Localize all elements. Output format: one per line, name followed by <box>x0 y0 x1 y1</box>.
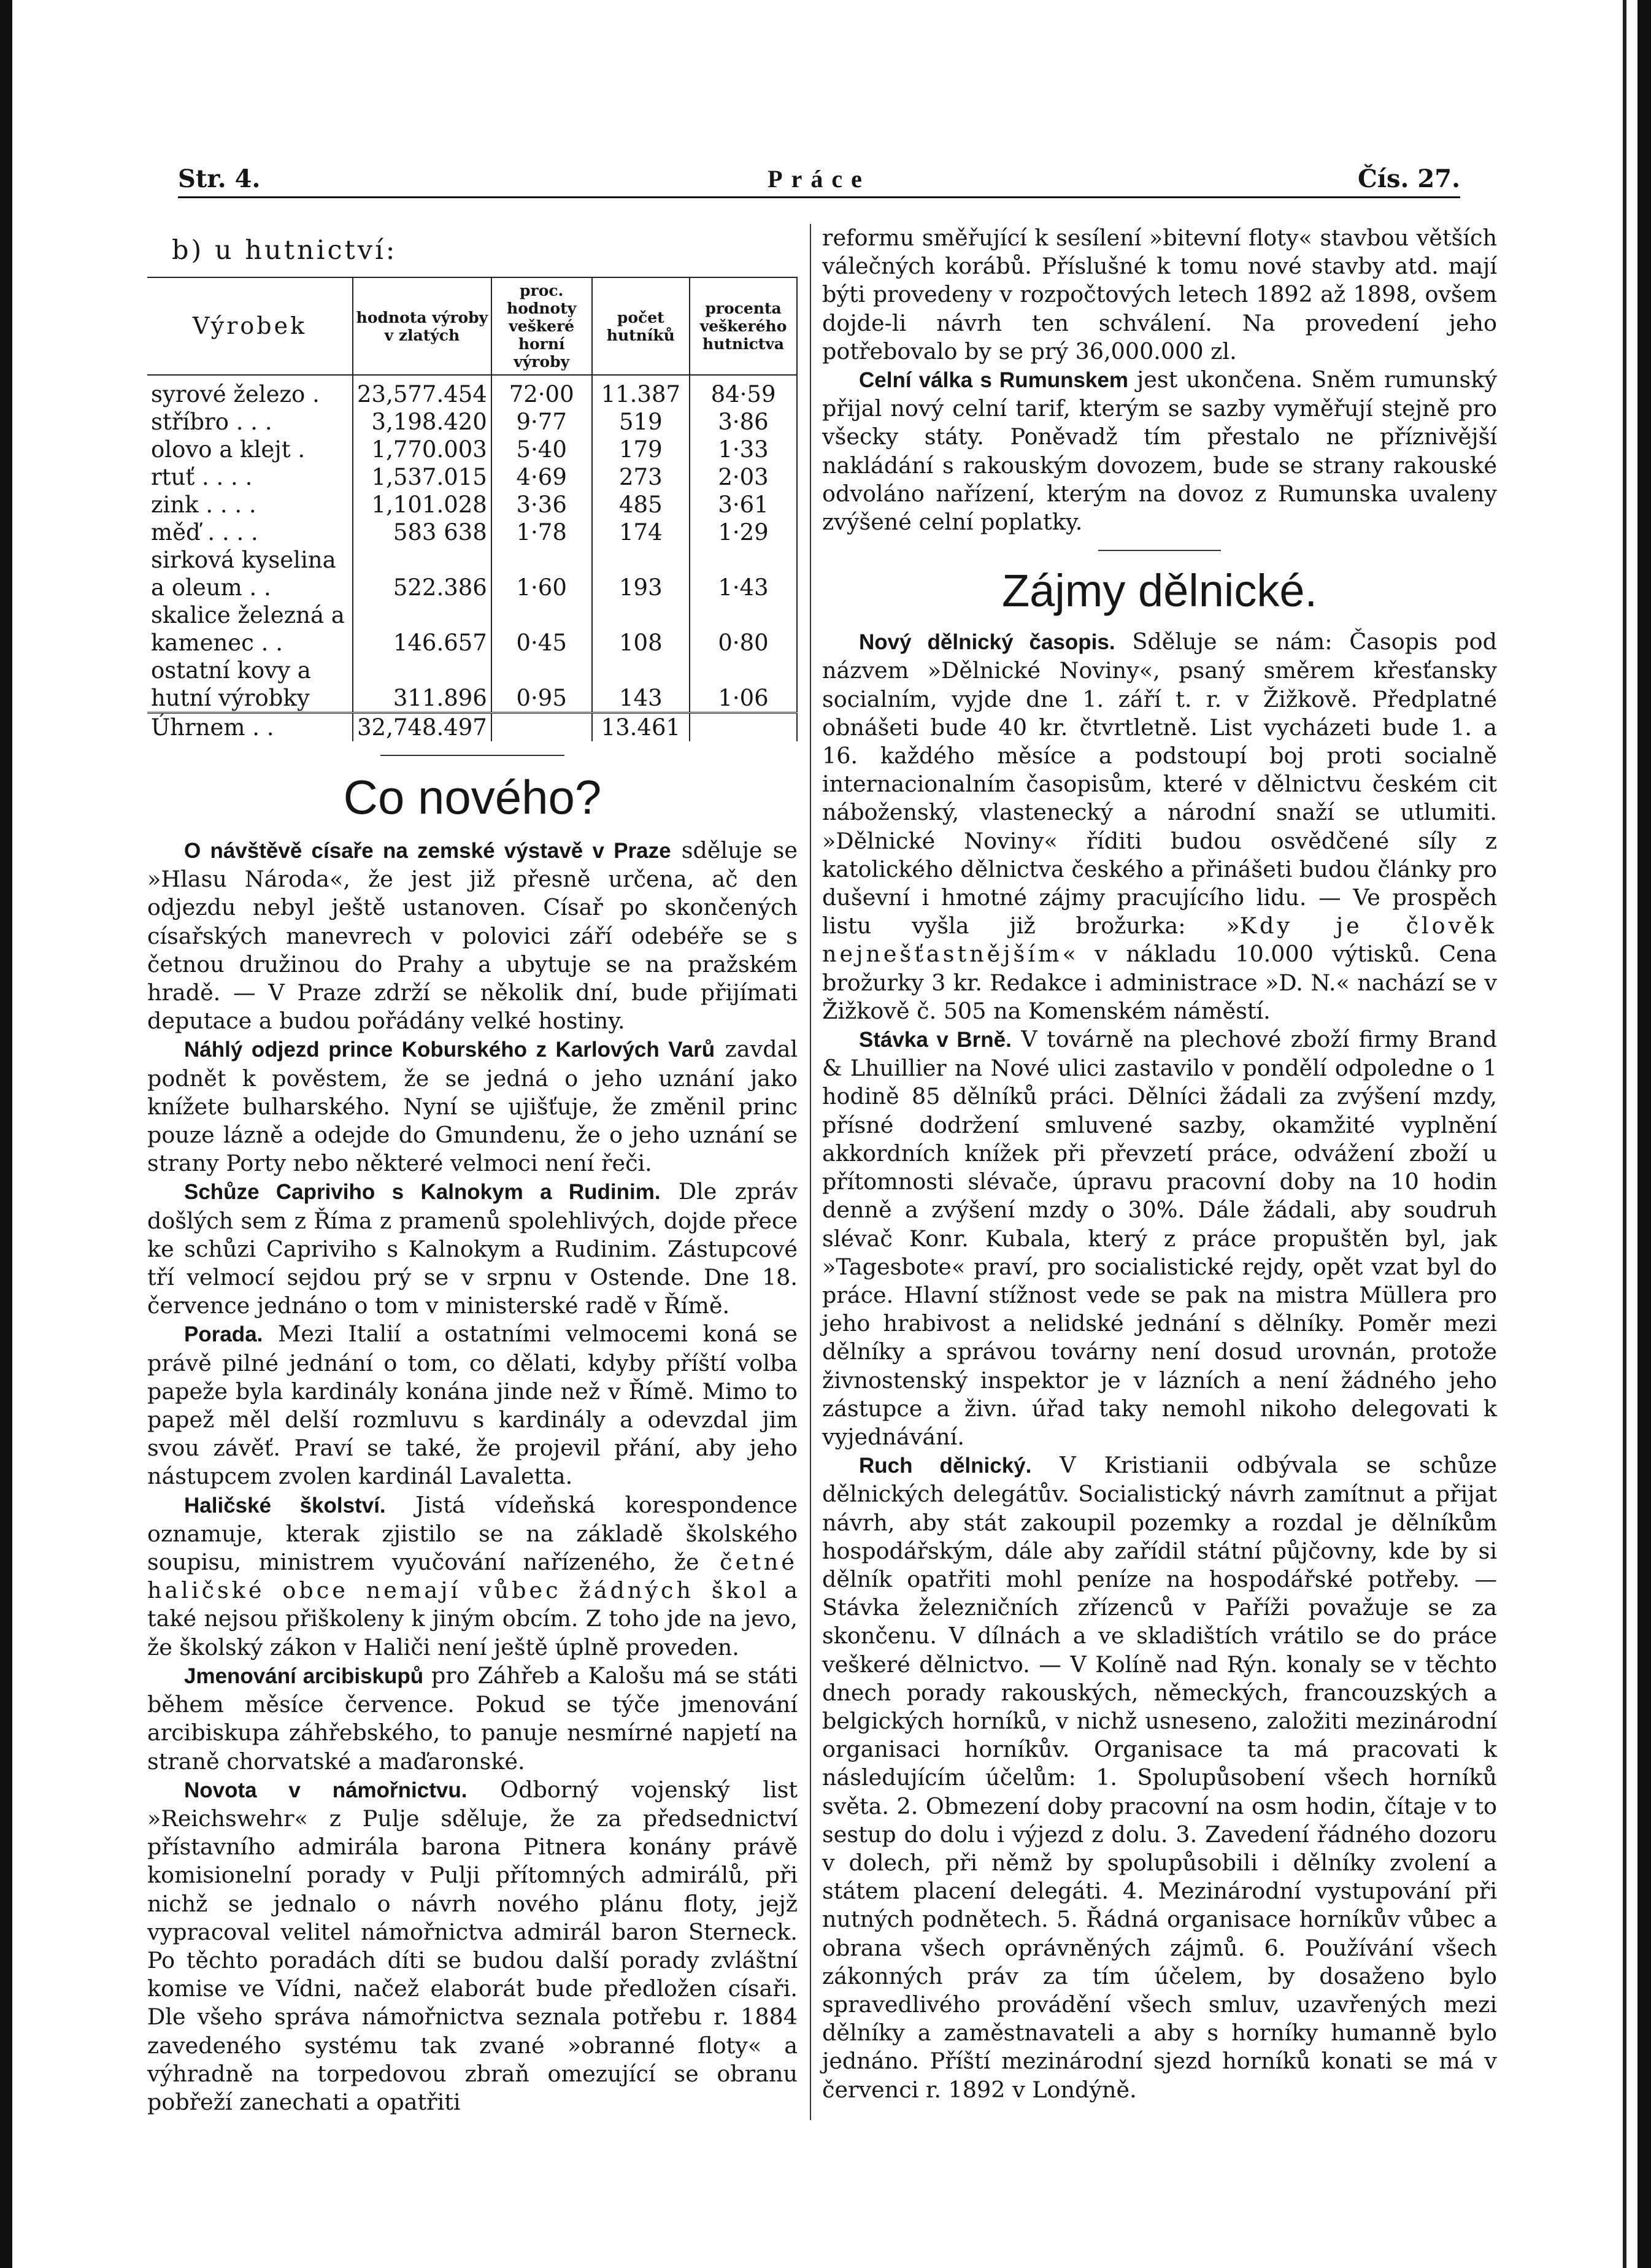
news-articles <box>147 836 798 2116</box>
table-row <box>147 463 797 491</box>
article-text: Dle zpráv došlých sem z Říma z pramenů spolehlivých, dojde přece ke schůzi Capriviho s Kalnokym a Rudinim. Zástupcové tří velmocí sejdou prý se v srpnu v Ostende. Dne 18. července jednáno o tom v ministerské radě v Římě. <box>147 1178 798 1319</box>
table-cell: 1·29 <box>690 519 797 546</box>
article-text: Sděluje se nám: Časopis pod názvem »Dělnické Noviny«, psaný směrem křesťansky socialním, vyjde dne 1. září t. r. v Žižkově. Předplatné obnášeti bude 40 kr. čtvrtletně. List vycházeti bude 1. a 16. každého měsíce a podstoupí boj proti socialně internacionalním časopisům, které v dělnictvu českém cit náboženský, vlastenecký a národní snaží se utlumiti. »Dělnické Noviny« říditi budou osvědčené síly z katolického dělnictva českého a přinášeti budou články pro duševní i hmotné zájmy pracujícího lidu. — Ve prospěch listu vyšla již brožurka: » <box>822 628 1497 939</box>
section-heading-labour: Zájmy dělnické. <box>1001 565 1318 617</box>
table-cell: 1·06 <box>690 684 797 713</box>
table-row <box>147 574 797 601</box>
table-cell: 32,748.497 <box>353 713 491 742</box>
row-label: Úhrnem . . <box>147 713 353 742</box>
article-text: « v nákladu 10.000 výtisků. Cena brožurky 3 kr. Redakce i administrace »D. N.« nachází se v Žižkově č. 505 na Komenském náměstí. <box>822 941 1497 1024</box>
table-cell: 11.387 <box>592 375 690 408</box>
article-lead: O návštěvě císaře na zemské výstavě v Praze <box>184 839 671 863</box>
section-title: b) u hutnictví: <box>172 235 398 266</box>
table-cell: 273 <box>592 463 690 491</box>
table-cell-empty <box>353 601 491 629</box>
article-text: Jistá vídeňská korespondence oznamuje, kterak zjistilo se na základě školského soupisu, ministrem vyučování nařízeného, že <box>147 1491 798 1576</box>
table-cell: 143 <box>592 684 690 713</box>
article-text: sděluje se »Hlasu Národa«, že jest již přesně určena, ač den odjezdu nebyl ještě ustanoven. Císař po skončených císařských manevrech v polovici září odebéře se s četnou družinou do Prahy a ubytuje se na pražském hradě. — V Praze zdrží se několik dní, bude přijímati deputace a budou pořádány velké hostiny. <box>147 837 798 1035</box>
article <box>147 1491 798 1662</box>
article-lead: Celní válka s Rumunskem <box>859 368 1128 393</box>
issue-number: Čís. 27. <box>1358 164 1460 193</box>
article-text: Odborný vojenský list »Reichswehr« z Pulje sděluje, že za předsednictví přístavního admirála barona Pitnera konány právě komisionelní porady v Pulji přítomných admirálů, při nichž se jednalo o návrh nového plánu floty, jejž vypracoval velitel námořnictva admirál baron Sterneck. Po těchto poradách díti se budou další porady zvláštní komise ve Vídni, načež elaborát bude předložen císaři. Dle všeho správa námořnictva seznala potřebu r. 1884 zavedeného systému tak zvané »obranné floty« a výhradně na torpedovou zbraň omezující se obranu pobřeží zanechati a opatřiti <box>147 1776 798 2115</box>
row-label: rtuť . . . . <box>147 463 353 491</box>
article-lead: Ruch dělnický. <box>859 1454 1032 1478</box>
row-label: měď . . . . <box>147 519 353 546</box>
scan-border-right <box>1638 0 1651 2268</box>
article <box>822 1451 1497 2104</box>
table-cell <box>491 713 592 742</box>
table-row <box>147 601 797 629</box>
article <box>147 1178 798 1320</box>
table-cell-empty <box>491 546 592 574</box>
table-cell: 3·61 <box>690 491 797 519</box>
table-row <box>147 657 797 684</box>
table-cell: 84·59 <box>690 375 797 408</box>
table-cell: 0·80 <box>690 629 797 657</box>
table-row <box>147 491 797 519</box>
table-cell: 3·36 <box>491 491 592 519</box>
table-cell: 3,198.420 <box>353 408 491 436</box>
left-column <box>147 224 798 2116</box>
article-continuation <box>822 224 1497 366</box>
table-cell-empty <box>491 601 592 629</box>
article <box>822 1025 1497 1451</box>
table-row <box>147 375 797 408</box>
article <box>147 836 798 1035</box>
table-cell: 146.657 <box>353 629 491 657</box>
article <box>147 1662 798 1776</box>
article <box>822 628 1497 1025</box>
row-label: zink . . . . <box>147 491 353 519</box>
column-header: počet hutníků <box>592 277 690 375</box>
row-label: syrové železo . <box>147 375 353 408</box>
table-cell: 5·40 <box>491 436 592 463</box>
scan-border-left <box>0 0 12 2268</box>
header-rule <box>178 196 1460 198</box>
section-heading-news: Co nového? <box>343 770 602 824</box>
table-cell: 1·60 <box>491 574 592 601</box>
article <box>147 1035 798 1178</box>
table-cell-empty <box>690 657 797 684</box>
table-cell: 72·00 <box>491 375 592 408</box>
column-header: hodnota výroby v zlatých <box>353 277 491 375</box>
article-lead: Nový dělnický časopis. <box>859 630 1115 655</box>
table-cell: 1·43 <box>690 574 797 601</box>
table-cell: 311.896 <box>353 684 491 713</box>
column-header: proc. hodnoty veškeré horní výroby <box>491 277 592 375</box>
table-cell-empty <box>592 546 690 574</box>
article-text: zavdal podnět k pověstem, že se jedná o jeho uznání jako knížete bulharského. Nyní se ujišťuje, že změnil princ pouze lázně a odejde do Gmundenu, že o jeho uznání se strany Porty nebo některé velmoci není řeči. <box>147 1036 798 1177</box>
row-label: sirková kyselina <box>147 546 353 574</box>
table-cell-empty <box>353 657 491 684</box>
column-header: procenta veškerého hutnictva <box>690 277 797 375</box>
table-cell: 583 638 <box>353 519 491 546</box>
table-cell: 2·03 <box>690 463 797 491</box>
table-cell: 1·33 <box>690 436 797 463</box>
right-column <box>822 224 1497 2104</box>
table-cell: 1·78 <box>491 519 592 546</box>
table-cell-empty <box>592 601 690 629</box>
table-cell: 108 <box>592 629 690 657</box>
table-cell: 1,770.003 <box>353 436 491 463</box>
table-cell: 1,101.028 <box>353 491 491 519</box>
article-lead: Porada. <box>184 1322 263 1347</box>
article-text: V Kristianii odbývala se schůze dělnických delegátův. Socialistický návrh zamítnut a přijat návrh, aby stát zakoupil pozemky a rozdal je dělníkům hospodářským, dále aby zařídil státní půjčovny, kde by si dělník opatřiti mohl peníze na hospodářské potřeby. — Stávka železničních zřízenců v Paříži považuje se za skončenu. V dílnách a ve skladištích vrátilo se do práce veškeré dělnictvo. — V Kolíně nad Rýn. konaly se v těchto dnech porady rakouských, německých, francouzských a belgických horníků, v nichž usneseno, založiti mezinárodní organisaci horníkův. Organisace ta má pracovati k následujícím účelům: 1. Spolupůsobení všech horníků světa. 2. Obmezení doby pracovní na osm hodin, čítaje v to sestup do dolu i výjezd z dolu. 3. Zavedení řádného dozoru v dolech, při němž by spolupůsobili i dělníky zvolení a státem placení delegáti. 4. Mezinárodní vystupování při nutných podnětech. 5. Řádná organisace horníkův vůbec a obrana všech oprávněných zájmů. 6. Používání všech zákonných práv za tím účelem, by dosaženo bylo spravedlivého provádění všech smluv, uzavřených mezi dělníky a zaměstnavateli a aby s horníky humanně bylo jednáno. Příští mezinárodní sjezd horníků konati se má v červenci r. 1892 v Londýně. <box>822 1452 1497 2103</box>
row-label: a oleum . . <box>147 574 353 601</box>
table-row <box>147 629 797 657</box>
newspaper-title: Práce <box>768 165 871 193</box>
row-label: skalice železná a <box>147 601 353 629</box>
article <box>822 366 1497 536</box>
article-lead: Haličské školství. <box>184 1493 386 1518</box>
article-text: reformu směřující k sesílení »bitevní floty« stavbou větších válečných korábů. Příslušné k tomu nové stavby atd. mají býti provedeny v rozpočtových letech 1892 až 1898, ovšem dojde-li návrh ten schválení. Na provedení jeho potřebovalo by se prý 36,000.000 zl. <box>822 225 1497 364</box>
labour-articles <box>822 628 1497 2104</box>
row-label: hutní výrobky <box>147 684 353 713</box>
page-header <box>178 164 1460 201</box>
article <box>147 1320 798 1491</box>
article-lead: Stávka v Brně. <box>859 1028 1012 1052</box>
table-cell: 193 <box>592 574 690 601</box>
table-row <box>147 684 797 713</box>
row-label: kamenec . . <box>147 629 353 657</box>
table-cell-empty <box>690 601 797 629</box>
article-emphasis: četné haličské obce nemají vůbec žádných škol <box>147 1549 798 1604</box>
table-cell <box>690 713 797 742</box>
table-row <box>147 436 797 463</box>
table-cell: 23,577.454 <box>353 375 491 408</box>
page-number: Str. 4. <box>178 164 261 193</box>
table-cell: 13.461 <box>592 713 690 742</box>
article-text: a také nejsou přiškoleny k jiným obcím. Z toho jde na jevo, že školský zákon v Haliči není ještě úplně proveden. <box>147 1577 798 1660</box>
table-header-row <box>147 277 797 375</box>
table-row <box>147 408 797 436</box>
article-emphasis: Kdy je člověk nejnešťastnějším <box>822 912 1497 968</box>
article-text: pro Záhřeb a Kalošu má se státi během měsíce července. Pokud se týče jmenování arcibiskupa záhřebského, to panuje nesmírné napjetí na straně chorvatské a maďaronské. <box>147 1662 798 1775</box>
section-divider <box>380 755 564 756</box>
article-lead: Jmenování arcibiskupů <box>184 1664 424 1688</box>
table-row <box>147 519 797 546</box>
article-text: Mezi Italií a ostatními velmocemi koná se právě pilné jednání o tom, co dělati, kdyby příští volba papeže byla kardinály konána jinde než v Římě. Mimo to papež měl delší rozmluvu s kardinály a odevzdal jim svou závěť. Praví se také, že projevil přání, aby jeho nástupcem zvolen kardinál Lavaletta. <box>147 1321 798 1490</box>
article-lead: Náhlý odjezd prince Koburského z Karlových Varů <box>184 1038 715 1062</box>
metallurgy-table <box>147 277 798 741</box>
table-cell: 485 <box>592 491 690 519</box>
row-label: ostatní kovy a <box>147 657 353 684</box>
table-cell: 4·69 <box>491 463 592 491</box>
article-lead: Novota v námořnictvu. <box>184 1778 468 1802</box>
row-label: olovo a klejt . <box>147 436 353 463</box>
table-cell: 3·86 <box>690 408 797 436</box>
table-cell: 1,537.015 <box>353 463 491 491</box>
column-header: Výrobek <box>147 277 353 375</box>
table-total-row <box>147 713 797 742</box>
table-row <box>147 546 797 574</box>
table-cell: 519 <box>592 408 690 436</box>
article-text: V továrně na plechové zboží firmy Brand & Lhuillier na Nové ulici zastavilo v pondělí odpoledne o 1 hodině 85 dělníků práci. Dělníci žádali za zvýšení mzdy, přísné dodržení smluvené sazby, okamžité vyplnění akkordních knížek při převzetí práce, odvážení zboží u přítomnosti slévače, úpravu pracovní doby na 10 hodin denně a zvýšení mzdy o 30%. Dále žádali, aby soudruh slévač Konr. Kubala, který z práce propuštěn byl, jak »Tagesbote« praví, pro socialistické rejdy, opět vzat byl do práce. Hlavní stížnost vede se pak na mistra Müllera pro jeho hrabivost a nelidské jednání s dělníky. Poměr mezi dělníky a správou továrny není dosud urovnán, protože živnostenský inspektor je v lázních a není žádného jeho zástupce a živn. úřad taky nemohl nikoho delegovati k vyjednávání. <box>822 1026 1497 1450</box>
table-cell-empty <box>353 546 491 574</box>
table-cell: 179 <box>592 436 690 463</box>
article-text: jest ukončena. Sněm rumunský přijal nový celní tarif, kterým se sazby vyměřují stejně pro všecky státy. Poněvadž tím přestalo ne příznivější nakládání s rakouským dovozem, bude se strany rakouské odvoláno nařízení, kterým na dovoz z Rumunska uvaleny zvýšené celní poplatky. <box>822 366 1497 536</box>
article <box>147 1776 798 2116</box>
section-divider <box>1098 550 1221 551</box>
table-cell: 0·95 <box>491 684 592 713</box>
table-cell-empty <box>491 657 592 684</box>
article-lead: Schůze Capriviho s Kalnokym a Rudinim. <box>184 1180 661 1205</box>
table-cell: 522.386 <box>353 574 491 601</box>
table-cell-empty <box>592 657 690 684</box>
row-label: stříbro . . . <box>147 408 353 436</box>
scan-border-right-inner <box>1623 0 1626 2268</box>
table-cell: 9·77 <box>491 408 592 436</box>
table-cell: 174 <box>592 519 690 546</box>
column-divider <box>810 224 811 2120</box>
table-cell: 0·45 <box>491 629 592 657</box>
table-cell-empty <box>690 546 797 574</box>
